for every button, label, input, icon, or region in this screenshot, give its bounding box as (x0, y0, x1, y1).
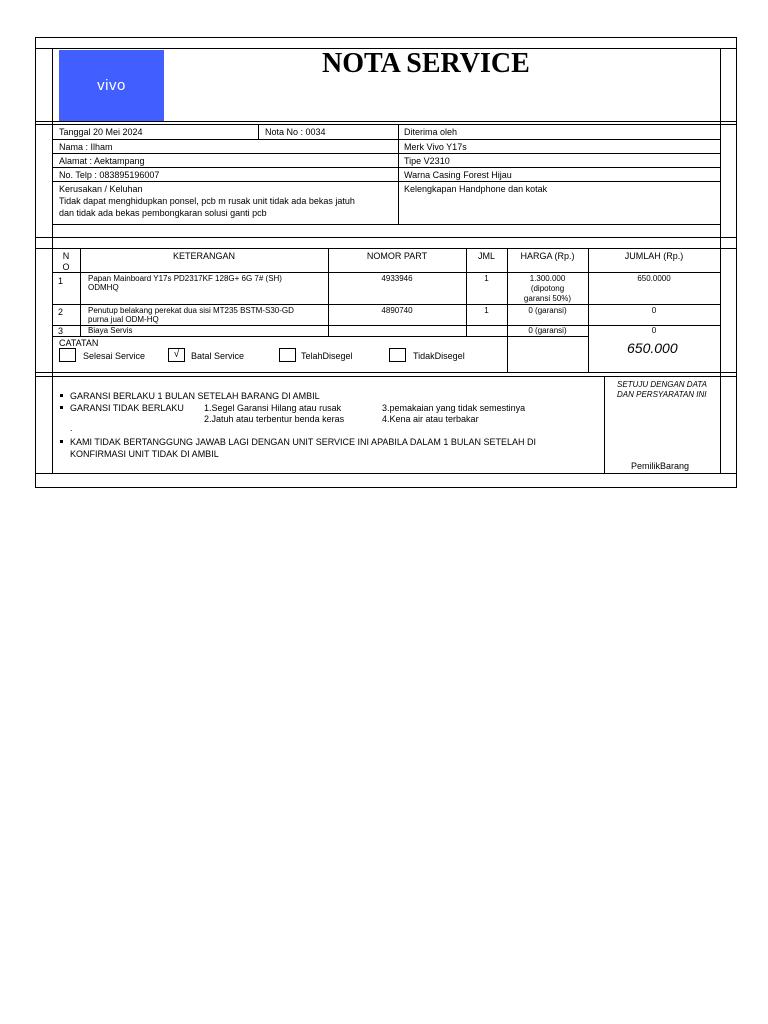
telp-field: No. Telp : 083895196007 (59, 170, 160, 180)
info-row-line (52, 224, 720, 225)
nota-no-field: Nota No : 0034 (265, 127, 326, 137)
bullet-icon (60, 394, 63, 397)
catatan-label: CATATAN (59, 338, 99, 348)
table-row-harga: 1.300.000 (529, 274, 566, 283)
table-row-harga: 0 (garansi) (528, 326, 567, 335)
col-header-jumlah: JUMLAH (Rp.) (624, 251, 684, 261)
info-col-line (398, 124, 399, 224)
term-garansi-berlaku: GARANSI BERLAKU 1 BULAN SETELAH BARANG DI AMBIL (70, 391, 320, 401)
kerusakan-line: Tidak dapat menghidupkan ponsel, pcb m rusak unit tidak ada bekas jatuh (59, 196, 355, 206)
nama-field: Nama : Ilham (59, 142, 113, 152)
total-amount: 650.000 (627, 340, 678, 356)
term-exclusion-item: 4.Kena air atau terbakar (382, 414, 479, 424)
alamat-field: Alamat : Aektampang (59, 156, 145, 166)
term-garansi-tidak-berlaku: GARANSI TIDAK BERLAKU (70, 403, 184, 413)
table-row-jml: 1 (484, 274, 489, 283)
term-exclusion-item: 1.Segel Garansi Hilang atau rusak (204, 403, 342, 413)
term-exclusion-item: 3.pemakaian yang tidak semestinya (382, 403, 526, 413)
table-row-jumlah: 0 (651, 326, 657, 335)
tidak-disegel-checkbox[interactable] (389, 348, 406, 362)
table-row-jumlah: 0 (651, 306, 657, 315)
table-row-line (52, 304, 720, 305)
table-row-keterangan: Biaya Servis (88, 326, 133, 335)
col-header-harga: HARGA (Rp.) (520, 251, 575, 261)
table-row-harga: 0 (garansi) (528, 306, 567, 315)
setuju-note: DAN PERSYARATAN INI (617, 390, 707, 399)
warna-field: Warna Casing Forest Hijau (404, 170, 512, 180)
info-row-line (52, 153, 720, 154)
frame-line-bottom (35, 473, 737, 474)
tipe-field: Tipe V2310 (404, 156, 450, 166)
table-row-harga: garansi 50%) (523, 294, 572, 303)
info-row-line (52, 167, 720, 168)
bullet-icon (60, 406, 63, 409)
table-row-part: 4890740 (381, 306, 413, 315)
col-header-nomor-part: NOMOR PART (366, 251, 428, 261)
table-header-line (52, 272, 720, 273)
telah-disegel-checkbox[interactable] (279, 348, 296, 362)
table-row-keterangan: purna jual ODM-HQ (88, 315, 159, 324)
col-header-jml: JML (477, 251, 495, 261)
bullet-icon (60, 440, 63, 443)
col-header-keterangan: KETERANGAN (172, 251, 235, 261)
info-row-line (52, 139, 720, 140)
table-row-no: 3 (58, 326, 64, 336)
kerusakan-line: dan tidak ada bekas pembongkaran solusi ganti pcb (59, 208, 267, 218)
vivo-logo: vivo (59, 50, 164, 121)
table-row-jml: 1 (484, 306, 489, 315)
table-row-harga: (dipotong (530, 284, 565, 293)
info-row-line (52, 181, 720, 182)
diterima-oleh-field: Diterima oleh (404, 127, 458, 137)
pemilik-barang-signature: PemilikBarang (631, 461, 690, 471)
telah-disegel-label: TelahDisegel (301, 351, 353, 361)
term-exclusion-item: 2.Jatuh atau terbentur benda keras (204, 414, 345, 424)
table-row-keterangan: Penutup belakang perekat dua sisi MT235 BSTM-S30-GD (88, 306, 294, 315)
setuju-note: SETUJU DENGAN DATA (617, 380, 707, 389)
batal-service-checkbox[interactable] (168, 348, 185, 362)
kerusakan-label: Kerusakan / Keluhan (59, 184, 143, 194)
term-dot: . (70, 423, 73, 433)
table-row-jumlah: 650.0000 (637, 274, 671, 283)
check-icon: √ (173, 349, 180, 360)
frame-inner-right (720, 48, 721, 473)
info-row-line (35, 237, 737, 238)
batal-service-label: Batal Service (191, 351, 245, 361)
table-row-keterangan: Papan Mainboard Y17s PD2317KF 128G+ 6G 7# (SH) (88, 274, 282, 283)
tanggal-field: Tanggal 20 Mei 2024 (59, 127, 143, 137)
table-top-line (35, 248, 737, 249)
table-row-no: 1 (58, 276, 64, 286)
col-header-no: O (62, 262, 70, 272)
term-disclaimer: KONFIRMASI UNIT TIDAK DI AMBIL (70, 449, 219, 459)
info-col-line (258, 124, 259, 139)
table-bottom-line (35, 372, 737, 373)
header-divider-2 (35, 124, 737, 125)
kelengkapan-field: Kelengkapan Handphone dan kotak (404, 184, 548, 194)
terms-divider (604, 376, 605, 473)
table-bottom-line (35, 376, 737, 377)
term-disclaimer: KAMI TIDAK BERTANGGUNG JAWAB LAGI DENGAN UNIT SERVICE INI APABILA DALAM 1 BULAN SETELAH DI (70, 437, 536, 447)
merk-field: Merk Vivo Y17s (404, 142, 467, 152)
col-header-no: N (62, 251, 70, 261)
table-row-keterangan: ODMHQ (88, 283, 119, 292)
table-row-no: 2 (58, 307, 64, 317)
selesai-service-label: Selesai Service (83, 351, 146, 361)
selesai-service-checkbox[interactable] (59, 348, 76, 362)
page-title: NOTA SERVICE (322, 48, 530, 79)
table-row-part: 4933946 (381, 274, 413, 283)
tidak-disegel-label: TidakDisegel (413, 351, 465, 361)
header-divider-1 (35, 121, 737, 122)
